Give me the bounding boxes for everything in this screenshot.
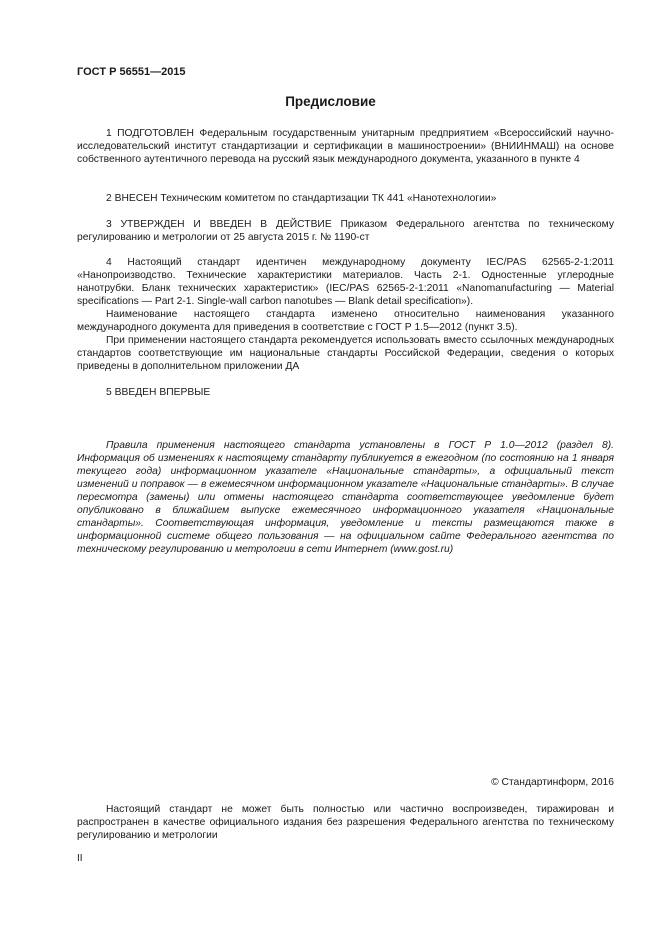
copyright: © Стандартинформ, 2016: [491, 777, 614, 788]
item-5: [77, 386, 614, 399]
page-number: II: [77, 853, 83, 864]
page-title: Предисловие: [285, 94, 376, 109]
item-1: [77, 127, 614, 166]
item-2-text: 2 ВНЕСЕН Техническим комитетом по стандартизации ТК 441 «Нанотехнологии»: [106, 193, 497, 204]
rules-note-text: Правила применения настоящего стандарта установлены в ГОСТ Р 1.0—2012 (раздел 8). Информация об изменениях к настоящему стандарту публикуется в ежегодном (по состоянию на 1 января текущего года) информационном указателе «Национальные стандарты», а официальный текст изменений и поправок — в ежемесячном информационном указателе «Национальные стандарты». В случае пересмотра (замены) или отмены настоящего стандарта соответствующее уведомление будет опубликовано в ближайшем выпуске ежемесячного информационного указателя «Национальные стандарты». Соответствующая информация, уведомление и тексты размещаются также в информационной системе общего пользования — на официальном сайте Федерального агентства по техническому регулированию и метрологии в сети Интернет (www.gost.ru): [77, 440, 614, 555]
rules-note: [77, 439, 614, 556]
item-5-text: 5 ВВЕДЕН ВПЕРВЫЕ: [106, 387, 211, 398]
document-header: ГОСТ Р 56551—2015: [77, 66, 186, 78]
reproduction-notice: [77, 803, 614, 842]
item-3-text: 3 УТВЕРЖДЕН И ВВЕДЕН В ДЕЙСТВИЕ Приказом Федерального агентства по техническому регулированию и метрологии от 25 августа 2015 г. № 1190-ст: [77, 219, 614, 243]
item-1-text: 1 ПОДГОТОВЛЕН Федеральным государственным унитарным предприятием «Всероссийский научно-исследовательский институт стандартизации и сертификации в машиностроении» (ВНИИНМАШ) на основе собственного аутентичного перевода на русский язык международного документа, указанного в пункте 4: [77, 128, 614, 165]
item-3: [77, 218, 614, 244]
item-4-text: 4 Настоящий стандарт идентичен международному документу IEC/PAS 62565-2-1:2011 «Нанопроизводство. Технические характеристики материалов. Часть 2-1. Одностенные углеродные нанотрубки. Бланк технических характеристик» (IEC/PAS 62565-2-1:2011 «Nanomanufacturing — Material specifications — Part 2-1. Single-wall carbon nanotubes — Blank detail specification»).: [77, 257, 614, 307]
item-4-references-note: При применении настоящего стандарта рекомендуется использовать вместо ссылочных международных стандартов соответствующие им национальные стандарты Российской Федерации, сведения о которых приведены в дополнительном приложении ДА: [77, 335, 614, 372]
item-4-title-note: Наименование настоящего стандарта изменено относительно наименования указанного международного документа для приведения в соответствие с ГОСТ Р 1.5—2012 (пункт 3.5).: [77, 309, 614, 333]
item-2: [77, 192, 614, 205]
item-4: [77, 256, 614, 373]
reproduction-notice-text: Настоящий стандарт не может быть полностью или частично воспроизведен, тиражирован и распространен в качестве официального издания без разрешения Федерального агентства по техническому регулированию и метрологии: [77, 804, 614, 841]
